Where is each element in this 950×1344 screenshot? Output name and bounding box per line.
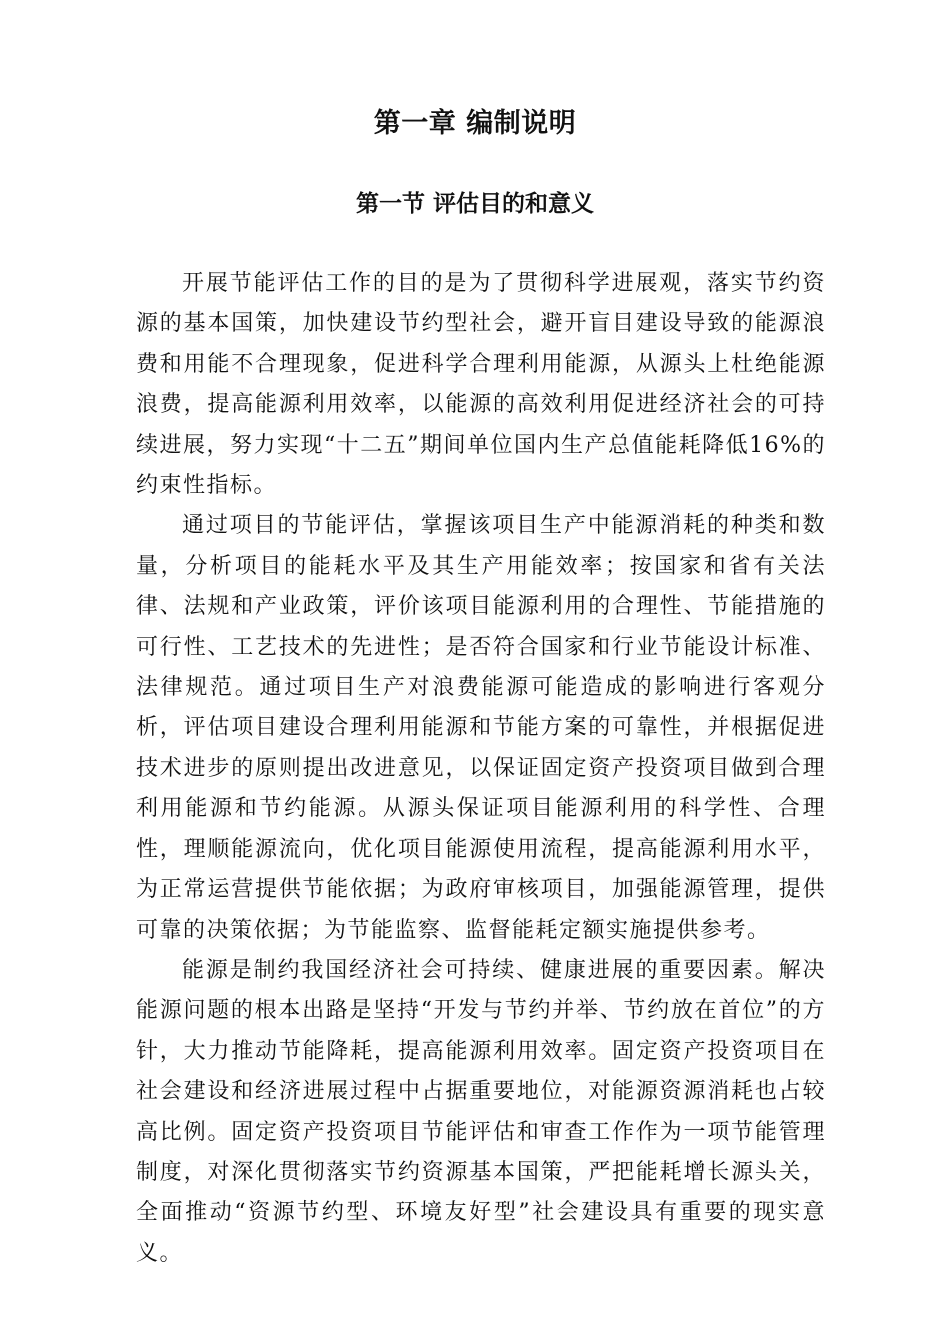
section-title: 第一节 评估目的和意义 — [355, 191, 594, 217]
paragraph-significance: 能源是制约我国经济社会可持续、健康进展的重要因素。解决能源问题的根本出路是坚持“开发与节约并举、节约放在首位”的方针，大力推动节能降耗，提高能源利用效率。固定资产投资项目在社会建设和经济进展过程中占据重要地位，对能源资源消耗也占较高比例。固定资产投资项目节能评估和审查工作作为一项节能管理制度，对深化贯彻落实节约资源基本国策，严把能耗增长源头关，全面推动“资源节约型、环境友好型”社会建设具有重要的现实意义。 — [136, 957, 826, 1266]
body-text — [136, 264, 826, 1274]
paragraph-assessment: 通过项目的节能评估，掌握该项目生产中能源消耗的种类和数量，分析项目的能耗水平及其生产用能效率；按国家和省有关法律、法规和产业政策，评价该项目能源利用的合理性、节能措施的可行性、工艺技术的先进性；是否符合国家和行业节能设计标准、法律规范。通过项目生产对浪费能源可能造成的影响进行客观分析，评估项目建设合理利用能源和节能方案的可靠性，并根据促进技术进步的原则提出改进意见，以保证固定资产投资项目做到合理利用能源和节约能源。从源头保证项目能源利用的科学性、合理性，理顺能源流向，优化项目能源使用流程，提高能源利用水平，为正常运营提供节能依据；为政府审核项目，加强能源管理，提供可靠的决策依据；为节能监察、监督能耗定额实施提供参考。 — [136, 513, 826, 943]
chapter-title: 第一章 编制说明 — [373, 108, 577, 139]
paragraph-purpose: 开展节能评估工作的目的是为了贯彻科学进展观，落实节约资源的基本国策，加快建设节约型社会，避开盲目建设导致的能源浪费和用能不合理现象，促进科学合理利用能源，从源头上杜绝能源浪费，提高能源利用效率，以能源的高效利用促进经济社会的可持续进展，努力实现“十二五”期间单位国内生产总值能耗降低16%的约束性指标。 — [136, 271, 826, 499]
